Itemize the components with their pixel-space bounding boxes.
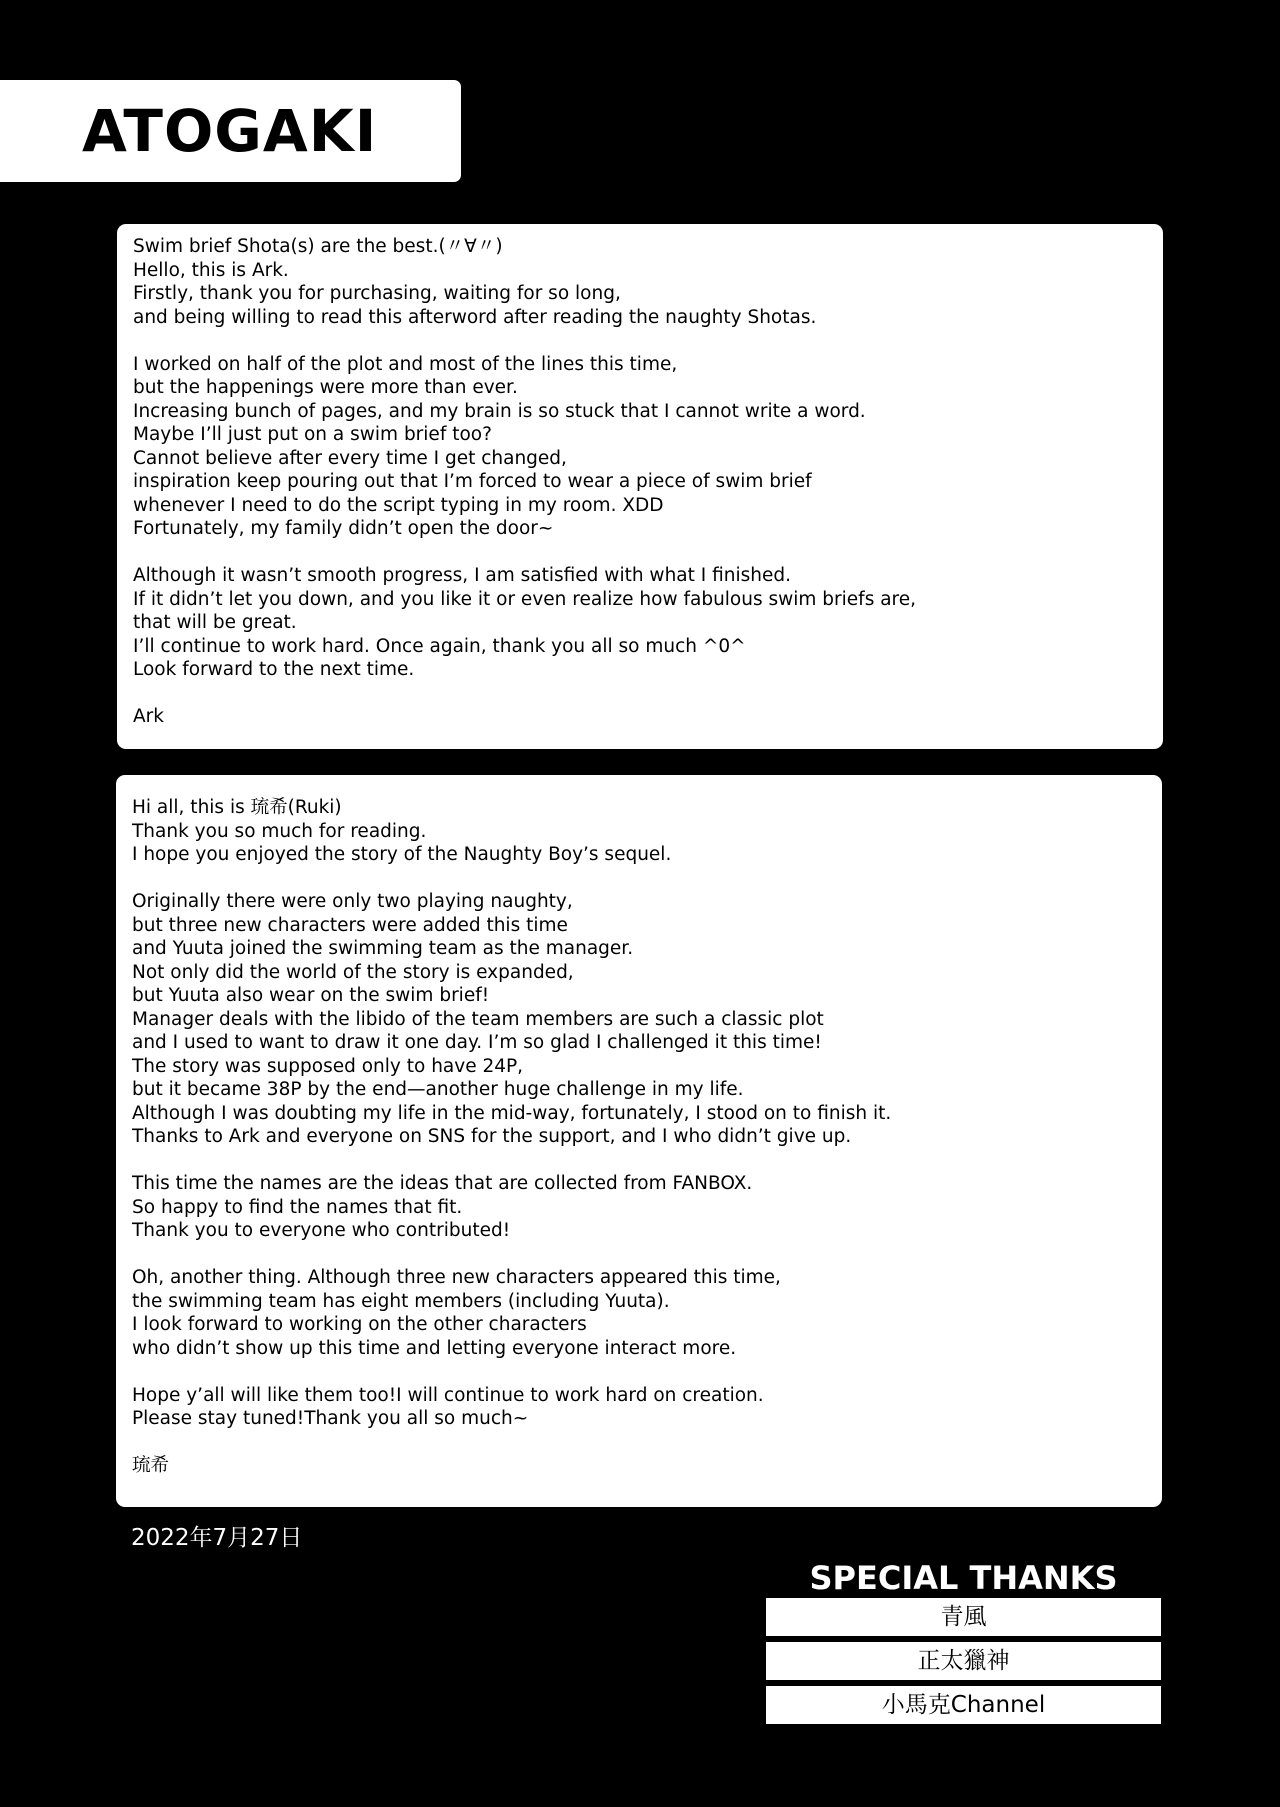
note-line: Firstly, thank you for purchasing, waiting for so long, [133,283,621,304]
note-line: I worked on half of the plot and most of the lines this time, [133,353,678,375]
note-line: but it became 38P by the end—another huge challenge in my life. [132,1079,744,1100]
note-line: Cannot believe after every time I get changed, [133,447,567,469]
note-line: I look forward to working on the other characters [132,1314,587,1335]
note-line [132,867,1146,891]
note-line: and Yuuta joined the swimming team as the manager. [132,938,634,959]
special-thanks-name: 青風 [766,1598,1161,1636]
note-line: If it didn’t let you down, and you like it or even realize how fabulous swim briefs are, [133,588,917,610]
note-line: but the happenings were more than ever. [133,377,518,398]
note-line: that will be great. [133,612,297,633]
note-line: Ark [133,706,164,727]
note-line: Increasing bunch of pages, and my brain is so stuck that I cannot write a word. [133,400,866,422]
note-line [133,329,1147,353]
note-line: Hi all, this is 琉希(Ruki) [132,797,342,818]
note-line: Thank you to everyone who contributed! [132,1220,511,1241]
note-line: and being willing to read this afterword after reading the naughty Shotas. [133,306,817,328]
title-banner [0,80,461,182]
special-thanks-name: 小馬克Channel [766,1686,1161,1724]
note-line: but three new characters were added this time [132,914,568,936]
note-line [132,1243,1146,1267]
note-line: Thank you so much for reading. [132,820,427,842]
note-line: 琉希 [132,1455,170,1476]
note-line: I’ll continue to work hard. Once again, thank you all so much ^0^ [133,635,746,657]
note-line: inspiration keep pouring out that I’m forced to wear a piece of swim brief [133,471,812,492]
note-line: Not only did the world of the story is expanded, [132,961,574,983]
afterword-note-ark [117,224,1163,749]
note-line: Maybe I’ll just put on a swim brief too? [133,424,492,445]
note-line [132,1360,1146,1384]
special-thanks-title: SPECIAL THANKS [809,1559,1118,1597]
note-line: who didn’t show up this time and letting everyone interact more. [132,1337,737,1359]
note-line [133,682,1147,706]
note-line [132,1431,1146,1455]
note-line: So happy to find the names that fit. [132,1196,463,1218]
note-line: and I used to want to draw it one day. I’m so glad I challenged it this time! [132,1032,822,1053]
note-line: Look forward to the next time. [133,659,415,680]
note-line: but Yuuta also wear on the swim brief! [132,985,490,1006]
note-line: This time the names are the ideas that are collected from FANBOX. [132,1173,753,1194]
note-line: Manager deals with the libido of the team members are such a classic plot [132,1008,824,1030]
note-line: the swimming team has eight members (including Yuuta). [132,1290,670,1312]
note-line: Originally there were only two playing naughty, [132,891,573,912]
note-line: Thanks to Ark and everyone on SNS for the support, and I who didn’t give up. [132,1126,852,1147]
note-line: The story was supposed only to have 24P, [132,1055,524,1077]
note-line: Although I was doubting my life in the mid-way, fortunately, I stood on to finish it. [132,1102,892,1124]
note-line: whenever I need to do the script typing in my room. XDD [133,494,664,516]
note-line [132,1149,1146,1173]
note-line: I hope you enjoyed the story of the Naughty Boy’s sequel. [132,844,672,865]
note-line: Please stay tuned!Thank you all so much~ [132,1408,529,1429]
note-line: Hope y’all will like them too!I will continue to work hard on creation. [132,1384,764,1406]
note-line: Swim brief Shota(s) are the best.(〃∀〃) [133,236,503,257]
note-line: Although it wasn’t smooth progress, I am satisfied with what I finished. [133,565,791,586]
note-line: Hello, this is Ark. [133,259,289,281]
afterword-note-ruki [116,775,1162,1507]
page-title: ATOGAKI [82,97,378,165]
date-label: 2022年7月27日 [131,1525,303,1551]
note-line: Fortunately, my family didn’t open the door~ [133,518,554,539]
note-line: Oh, another thing. Although three new characters appeared this time, [132,1267,781,1288]
note-line [133,541,1147,565]
special-thanks-name: 正太獵神 [766,1642,1161,1680]
